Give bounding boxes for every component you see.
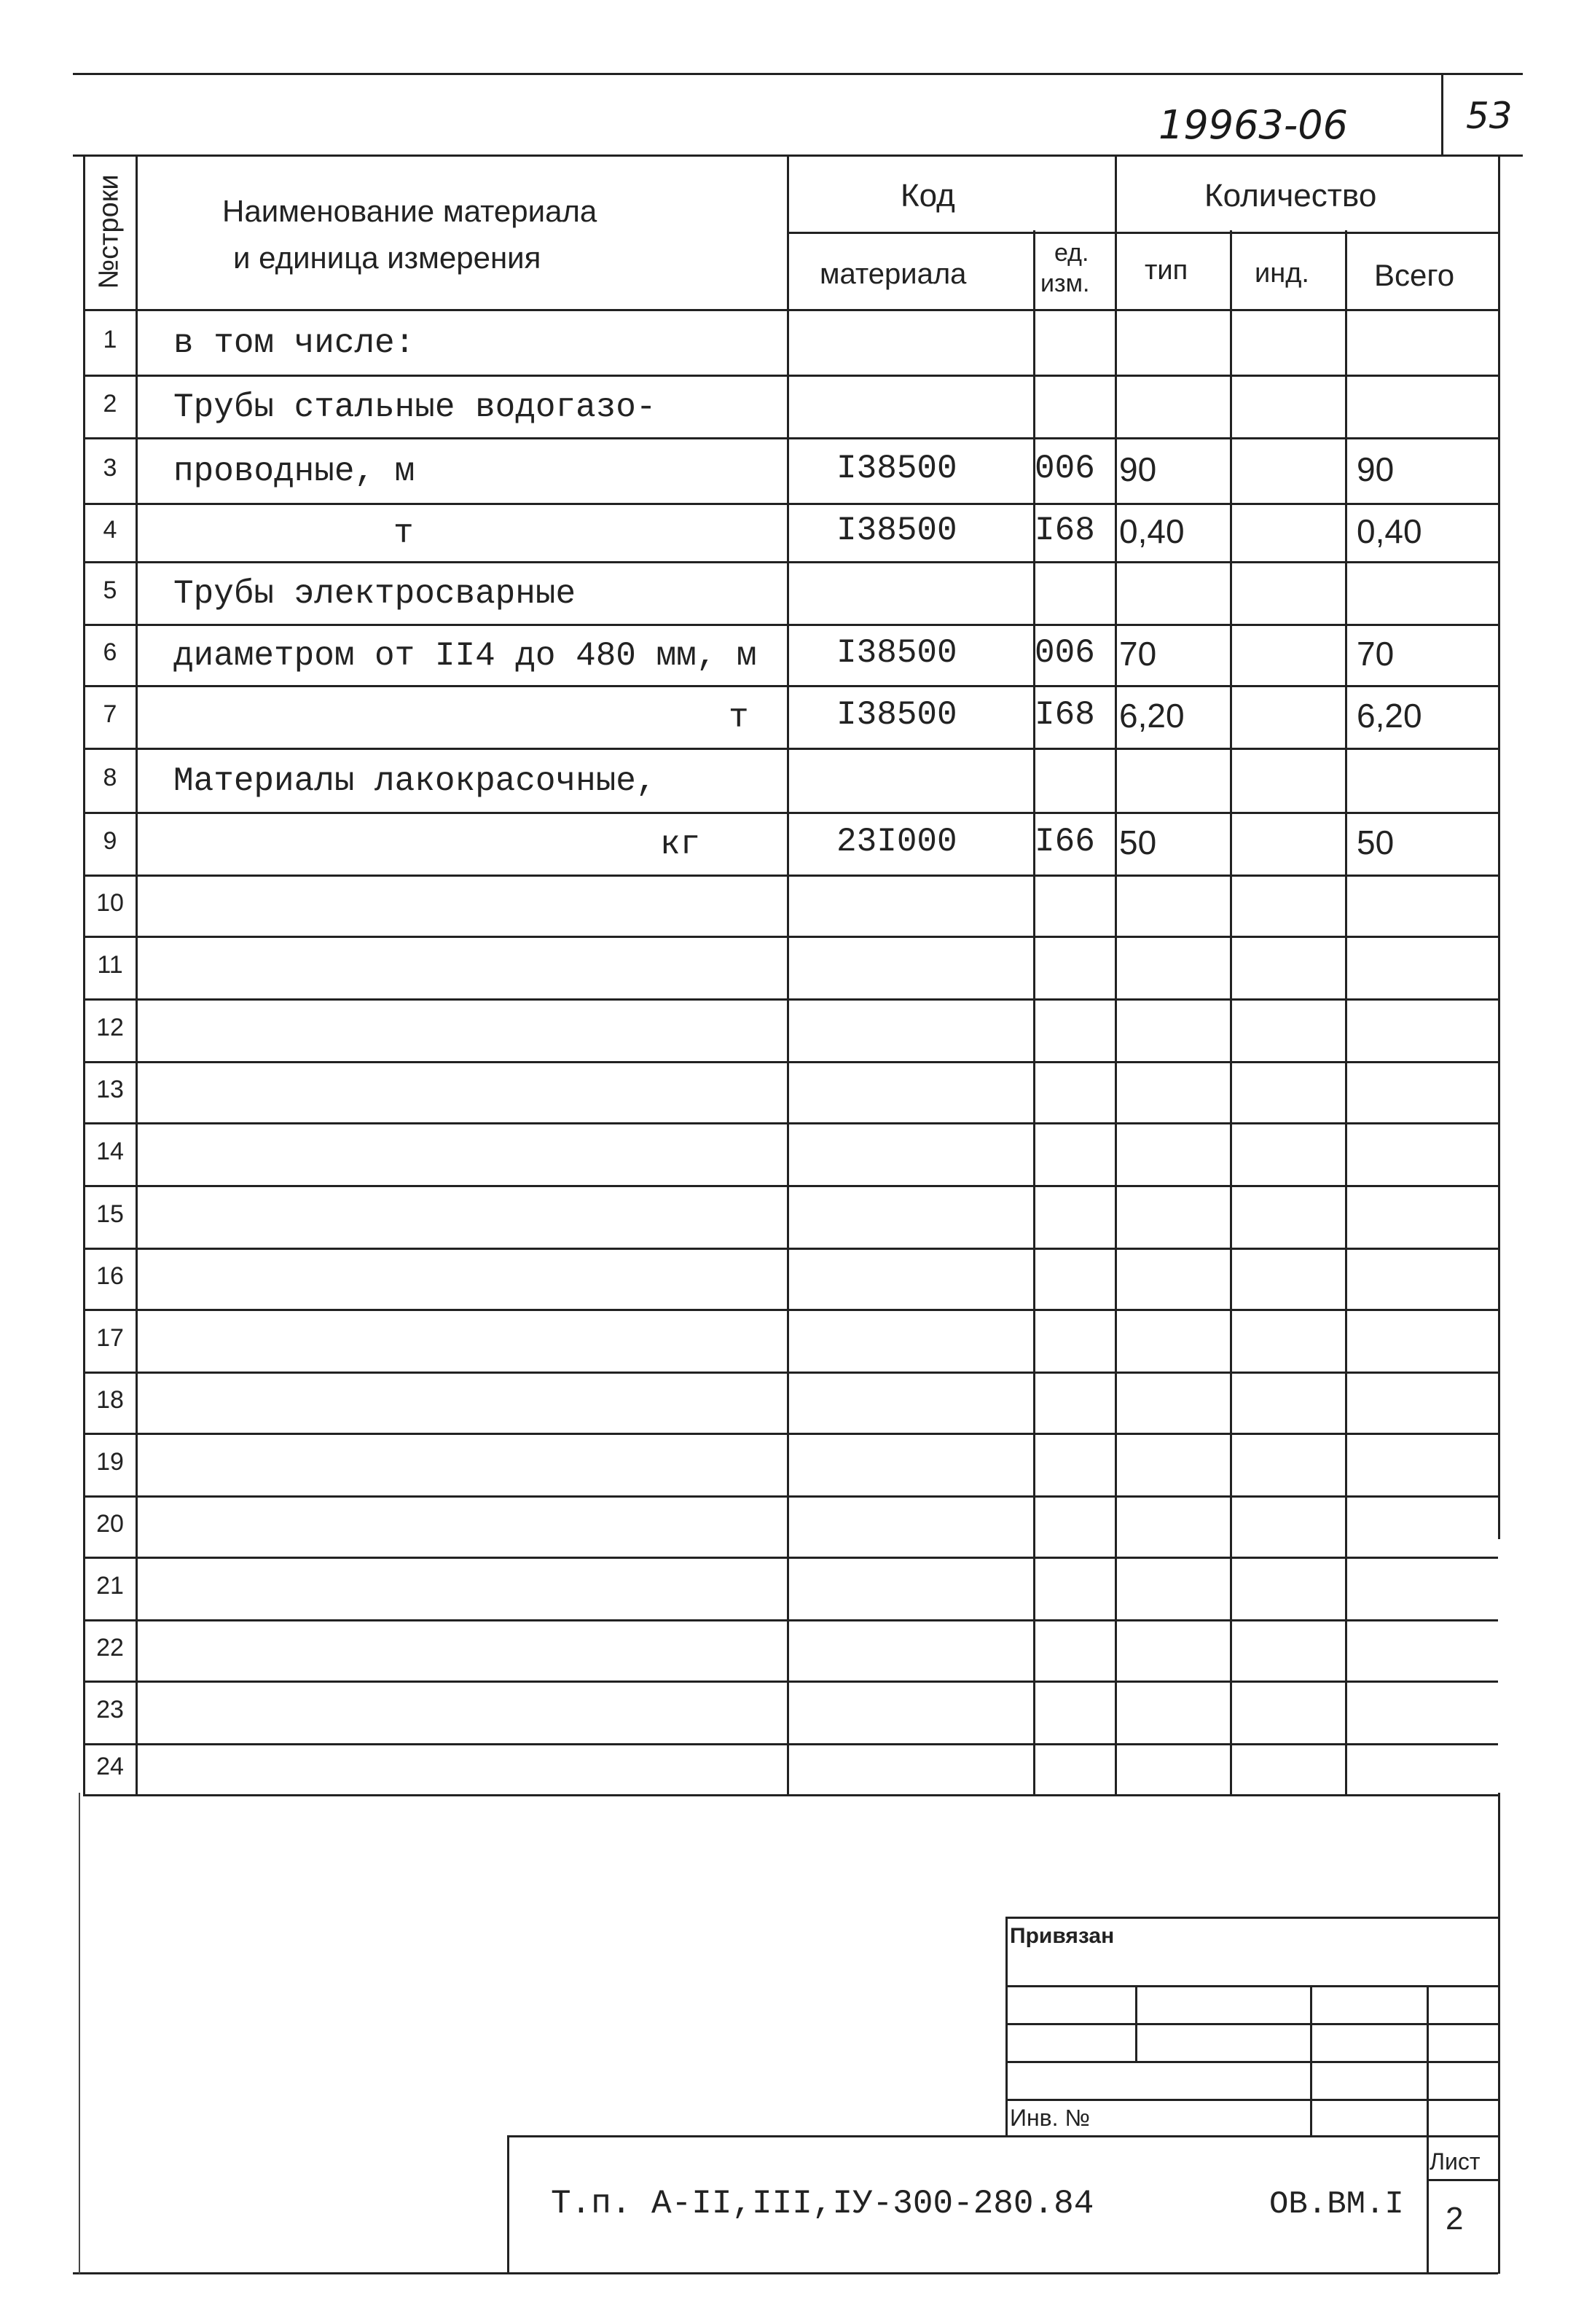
- titleblock-left-border: [507, 2135, 509, 2274]
- unit-code: I68: [1035, 512, 1095, 549]
- row-number: 4: [103, 516, 117, 544]
- quantity-total-header: Всего: [1374, 258, 1455, 292]
- sheet-box-divider: [1427, 2135, 1429, 2274]
- row-number: 1: [103, 326, 117, 353]
- quantity-type: 6,20: [1119, 697, 1185, 735]
- table-row-rule: [83, 1122, 1498, 1124]
- page-number-divider: [1441, 74, 1443, 154]
- table-row-rule: [83, 998, 1498, 1001]
- material-name: в том числе:: [173, 324, 415, 362]
- quantity-type: 70: [1119, 635, 1157, 673]
- row-number: 12: [96, 1014, 124, 1041]
- row-number: 19: [96, 1448, 124, 1476]
- material-code: I38500: [836, 450, 957, 488]
- stamp-top-rule: [1005, 1917, 1498, 1919]
- titleblock-bottom-rule: [73, 2272, 1498, 2274]
- table-right-border: [1498, 154, 1500, 1539]
- material-code: I38500: [836, 634, 957, 672]
- material-name: Трубы стальные водогазо-: [173, 388, 656, 426]
- unit-code: 006: [1035, 634, 1095, 672]
- row-number: 23: [96, 1696, 124, 1724]
- table-row-rule: [83, 812, 1498, 814]
- material-name: т: [393, 515, 414, 552]
- table-row-rule: [83, 685, 1498, 687]
- table-row-rule: [83, 1495, 1498, 1498]
- name-column-header-line2: и единица измерения: [233, 240, 541, 275]
- quantity-type: 50: [1119, 823, 1157, 861]
- table-row-rule: [83, 375, 1498, 377]
- stamp-col-1: [1135, 1985, 1137, 2061]
- quantity-type: 0,40: [1119, 512, 1185, 550]
- code-group-header: Код: [901, 178, 955, 214]
- type-ind-divider: [1230, 230, 1232, 1794]
- table-row-rule: [83, 1557, 1498, 1559]
- row-number: 2: [103, 390, 117, 418]
- row-number: 15: [96, 1200, 124, 1228]
- top-rule: [73, 73, 1523, 75]
- table-row-rule: [83, 1743, 1498, 1745]
- material-name: проводные, м: [173, 453, 415, 490]
- table-row-rule: [83, 503, 1498, 505]
- inventory-number-label: Инв. №: [1010, 2105, 1090, 2131]
- stamp-rule-4: [1005, 2099, 1498, 2101]
- row-number: 16: [96, 1262, 124, 1290]
- row-number: 9: [103, 827, 117, 855]
- row-number: 11: [97, 951, 123, 979]
- quantity-total: 6,20: [1357, 697, 1422, 735]
- table-row-rule: [83, 1309, 1498, 1311]
- stamp-left-border: [1005, 1917, 1008, 2135]
- material-name: Трубы электросварные: [173, 575, 576, 613]
- row-number: 14: [96, 1138, 124, 1165]
- stamp-col-3: [1427, 1985, 1429, 2135]
- project-code: Т.п. А-II,III,IУ-300-280.84: [551, 2185, 1094, 2223]
- table-row-rule: [83, 1681, 1498, 1683]
- row-number: 18: [96, 1386, 124, 1414]
- doc-number: 19963-06: [1158, 102, 1348, 148]
- name-column-header-line1: Наименование материала: [222, 194, 597, 228]
- quantity-total: 50: [1357, 823, 1395, 861]
- quantity-type-header: тип: [1145, 255, 1188, 286]
- quantity-ind-header: инд.: [1255, 258, 1309, 289]
- row-number: 20: [96, 1510, 124, 1538]
- quantity-group-header: Количество: [1204, 178, 1377, 214]
- stamp-rule-3: [1005, 2061, 1498, 2063]
- sheet-label: Лист: [1430, 2148, 1481, 2175]
- code-unit-header-line2: изм.: [1040, 270, 1090, 297]
- material-name: Материалы лакокрасочные,: [173, 762, 656, 800]
- sheet-code: ОВ.ВМ.I: [1269, 2186, 1404, 2223]
- sheet-number: 2: [1446, 2201, 1464, 2237]
- rownum-divider: [136, 154, 138, 1794]
- table-row-rule: [83, 1185, 1498, 1187]
- row-number: 22: [96, 1634, 124, 1662]
- table-row-rule: [83, 561, 1498, 563]
- stamp-rule-2: [1005, 2023, 1498, 2025]
- quantity-total: 90: [1357, 450, 1395, 488]
- material-name: т: [729, 699, 749, 737]
- unit-code: I66: [1035, 823, 1095, 861]
- table-row-rule: [83, 1433, 1498, 1435]
- row-number-header: №строки: [93, 174, 125, 289]
- table-row-rule: [83, 1061, 1498, 1063]
- bound-label: Привязан: [1010, 1924, 1115, 1948]
- page-number: 53: [1466, 95, 1513, 137]
- material-code: I38500: [836, 512, 957, 549]
- quantity-total: 70: [1357, 635, 1395, 673]
- row-number: 5: [103, 576, 117, 604]
- stamp-col-2: [1310, 1985, 1312, 2135]
- left-margin-line: [79, 1793, 80, 2274]
- row-number: 17: [96, 1324, 124, 1352]
- quantity-type: 90: [1119, 450, 1157, 488]
- name-code-divider: [787, 154, 789, 1794]
- row-number: 8: [103, 764, 117, 791]
- code-material-header: материала: [820, 258, 967, 290]
- table-row-rule: [83, 1248, 1498, 1250]
- titleblock-top-rule: [507, 2135, 1498, 2137]
- sheet-box-rule: [1427, 2179, 1498, 2181]
- subheader-rule: [787, 232, 1498, 234]
- table-row-rule: [83, 624, 1498, 626]
- table-row-rule: [83, 875, 1498, 877]
- code-unit-header-line1: ед.: [1054, 239, 1089, 267]
- quantity-total: 0,40: [1357, 512, 1422, 550]
- header-bottom-rule: [83, 309, 1498, 311]
- table-row-rule: [83, 748, 1498, 750]
- row-number: 7: [103, 700, 117, 728]
- unit-code: I68: [1035, 696, 1095, 734]
- ind-total-divider: [1345, 230, 1347, 1794]
- table-row-rule: [83, 1794, 1498, 1796]
- row-number: 24: [96, 1753, 124, 1780]
- stamp-rule-1: [1005, 1985, 1498, 1987]
- stamp-right-border: [1498, 1793, 1500, 2274]
- table-row-rule: [83, 1619, 1498, 1621]
- unit-type-divider: [1115, 154, 1117, 1794]
- unit-code: 006: [1035, 450, 1095, 488]
- material-name: диаметром от II4 до 480 мм, м: [173, 637, 757, 675]
- material-code: 23I000: [836, 823, 957, 861]
- table-row-rule: [83, 936, 1498, 938]
- table-row-rule: [83, 1372, 1498, 1374]
- table-row-rule: [83, 437, 1498, 439]
- row-number: 3: [103, 454, 117, 482]
- row-number: 6: [103, 638, 117, 666]
- material-code: I38500: [836, 696, 957, 734]
- row-number: 21: [96, 1572, 124, 1600]
- row-number: 10: [96, 889, 124, 917]
- header-rule: [73, 154, 1523, 157]
- material-name: кг: [660, 826, 701, 864]
- row-number: 13: [96, 1076, 124, 1103]
